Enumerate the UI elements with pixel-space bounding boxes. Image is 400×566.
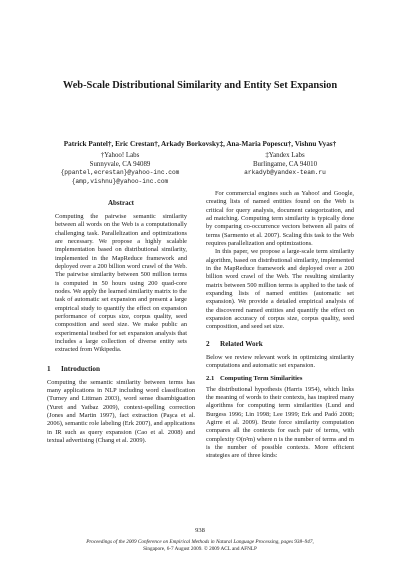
affiliation-yandex: [210, 152, 360, 178]
related-paragraph: Below we review relevant work in optimizing similarity computations and automatic set expansion.: [206, 353, 354, 369]
affiliation-email: {amp,vishnu}@yahoo-inc.com: [71, 177, 169, 185]
section-heading-introduction: [47, 365, 195, 374]
affiliation-org: ‡Yandex Labs: [265, 152, 305, 159]
subsection-title: Computing Term Similarities: [220, 375, 303, 383]
subsection-number: 2.1: [206, 375, 215, 383]
intro-paragraph: For commercial engines such as Yahoo! and Google, creating lists of named entities found on the Web is critical for query analysis, document categorization, and ad matching. Computing term similarity is typically done by comparing co-occurrence vectors between all pairs of terms (Sarmento et al. 2007). Scaling this task to the Web requires parallelization and optimizations.: [206, 190, 354, 247]
left-column: [47, 190, 195, 445]
abstract-heading: Abstract: [107, 199, 135, 207]
author-list: Patrick Pantel†, Eric Crestan†, Arkady Borkovsky‡, Ana-Maria Popescu†, Vishnu Vyas†: [63, 140, 337, 148]
affiliation-org: †Yahoo! Labs: [100, 152, 140, 159]
section-heading-related-work: [206, 340, 354, 349]
affiliation-yahoo: [40, 152, 200, 186]
intro-paragraph: In this paper, we propose a large-scale term similarity algorithm, based on distributional similarity, implemented in the MapReduce framework and deployed over a 200 billion word crawl of the Web. The resulting similarity matrix between 500 million terms is applied to the task of expanding lists of named entities (automatic set expansion). We provide a detailed empirical analysis of the discovered named entities and quantify the effect on expansion accuracy of corpus size, corpus quality, seed composition, and seed set size.: [206, 248, 354, 331]
proceedings-footer: [30, 539, 370, 553]
subsection-heading-term-similarities: [206, 375, 354, 384]
abstract-section: [47, 199, 195, 355]
affiliation-city: Burlingame, CA 94010: [252, 160, 318, 168]
affiliation-city: Sunnyvale, CA 94089: [89, 160, 151, 168]
related-paragraph: The distributional hypothesis (Harris 1954), which links the meaning of words to their contexts, has inspired many algorithms for computing term similarities (Lund and Burgess 1996; Lin 1998; Lee 1999; Erk and Padó 2008; Agirre et al. 2009). Brute force similarity computation compares all the contexts for each pair of terms, with complexity O(n²m) where n is the number of terms and m is the number of possible contexts. More efficient strategies are of three kinds:: [206, 385, 354, 460]
section-number: 1: [47, 364, 51, 373]
paper-title: Web-Scale Distributional Similarity and Entity Set Expansion: [62, 80, 338, 91]
intro-paragraph: Computing the semantic similarity between terms has many applications in NLP including word classification (Turney and Littman 2003), word sense disambiguation (Yuret and Yatbaz 2009), context-spelling correction (Jones and Martin 1997), fact extraction (Paşca et al. 2006), semantic role labeling (Erk 2007), and applications in IR such as query expansion (Cao et al. 2008) and textual advertising (Chang et al. 2009).: [47, 378, 195, 444]
section-title: Related Work: [220, 339, 263, 348]
right-column: [206, 190, 354, 461]
section-number: 2: [206, 339, 210, 348]
section-title: Introduction: [61, 364, 101, 373]
footer-line: Proceedings of the 2009 Conference on Empirical Methods in Natural Language Processing, pages 938–947,: [86, 539, 314, 545]
page-number: 938: [195, 527, 205, 534]
abstract-text: Computing the pairwise semantic similarity between all words on the Web is a computationally challenging task. Parallelization and optimizations are necessary. We propose a highly scalable implementation based on distributional similarity, implemented in the MapReduce framework and deployed over a 200 billion word crawl of the Web. The pairwise similarity between 500 million terms is computed in 50 hours using 200 quad-core nodes. We apply the learned similarity matrix to the task of automatic set expansion and present a large empirical study to quantify the effect on expansion performance of corpus size, corpus quality, seed composition and seed size. We make public an experimental testbed for set expansion analysis that includes a large collection of diverse entity sets extracted from Wikipedia.: [55, 213, 187, 354]
footer-line: Singapore, 6-7 August 2009. © 2009 ACL and AFNLP: [143, 546, 257, 552]
affiliation-email: {ppantel,ecrestan}@yahoo-inc.com: [60, 169, 180, 177]
affiliation-email: arkadyb@yandex-team.ru: [244, 169, 326, 177]
